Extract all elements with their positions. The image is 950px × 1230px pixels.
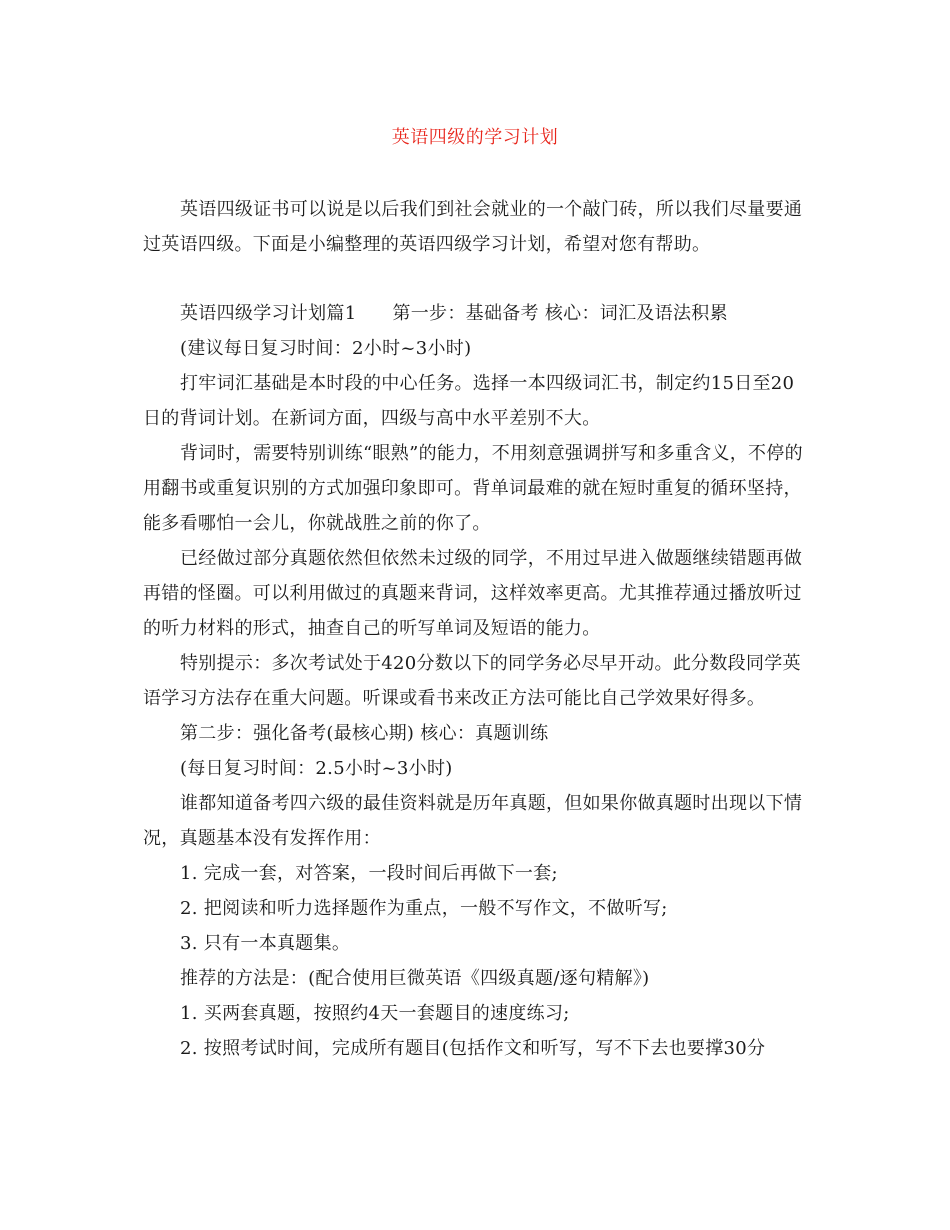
step1-heading: 第一步：基础备考 核心：词汇及语法积累: [392, 303, 728, 324]
paragraph: 打牢词汇基础是本时段的中心任务。选择一本四级词汇书，制定约15日至20日的背词计划。在新词方面，四级与高中水平差别不大。: [143, 373, 795, 429]
step2-heading: 第二步：强化备考(最核心期) 核心：真题训练: [180, 723, 549, 744]
paragraph: 背词时，需要特别训练“眼熟”的能力，不用刻意强调拼写和多重含义，不停的用翻书或重复识别的方式加强印象即可。背单词最难的就在短时重复的循环坚持，能多看哪怕一会儿，你就战胜之前的你了。: [143, 443, 803, 534]
document-body: [143, 192, 807, 1066]
document-title: 英语四级的学习计划: [391, 127, 559, 148]
section-heading-line: [143, 296, 807, 331]
list-item: 1. 买两套真题，按照约4天一套题目的速度练习;: [180, 1003, 570, 1024]
section-heading: 英语四级学习计划篇1: [180, 303, 357, 324]
list-item: 2. 按照考试时间，完成所有题目(包括作文和听写，写不下去也要撑30分: [180, 1038, 766, 1059]
list-item: 1. 完成一套，对答案，一段时间后再做下一套;: [180, 863, 558, 884]
list-item: 2. 把阅读和听力选择题作为重点，一般不写作文，不做听写;: [180, 898, 668, 919]
step1-time: (建议每日复习时间：2小时~3小时): [180, 338, 472, 359]
intro-paragraph: 英语四级证书可以说是以后我们到社会就业的一个敲门砖，所以我们尽量要通过英语四级。下面是小编整理的英语四级学习计划，希望对您有帮助。: [143, 199, 803, 255]
paragraph: 已经做过部分真题依然但依然未过级的同学，不用过早进入做题继续错题再做再错的怪圈。可以利用做过的真题来背词，这样效率更高。尤其推荐通过播放听过的听力材料的形式，抽查自己的听写单词及短语的能力。: [143, 548, 803, 639]
paragraph: 特别提示：多次考试处于420分数以下的同学务必尽早开动。此分数段同学英语学习方法存在重大问题。听课或看书来改正方法可能比自己学效果好得多。: [143, 653, 801, 709]
list-item: 3. 只有一本真题集。: [180, 933, 351, 954]
step2-time: (每日复习时间：2.5小时~3小时): [180, 758, 453, 779]
paragraph: 谁都知道备考四六级的最佳资料就是历年真题，但如果你做真题时出现以下情况，真题基本没有发挥作用：: [143, 793, 803, 849]
paragraph: 推荐的方法是：(配合使用巨微英语《四级真题/逐句精解》): [180, 968, 650, 989]
